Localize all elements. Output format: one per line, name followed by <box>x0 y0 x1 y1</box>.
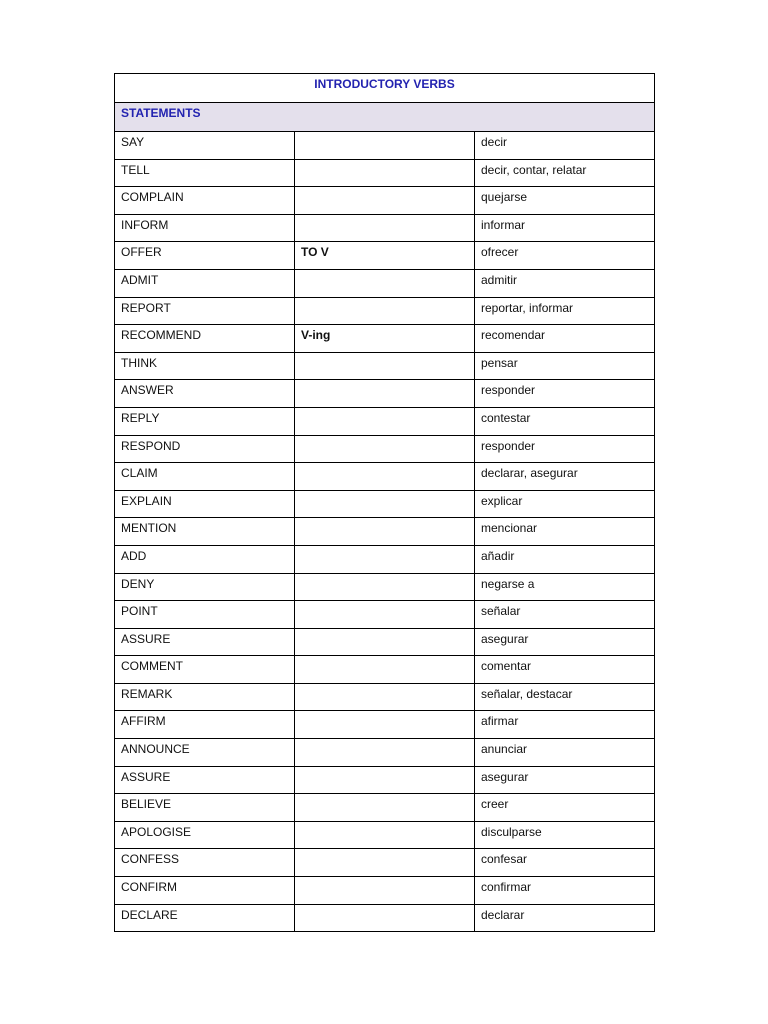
table-row <box>115 325 655 353</box>
verb-cell: CLAIM <box>115 463 295 491</box>
pattern-cell <box>295 628 475 656</box>
table-row <box>115 159 655 187</box>
verb-cell: RECOMMEND <box>115 325 295 353</box>
pattern-cell: TO V <box>295 242 475 270</box>
verb-cell: ADD <box>115 545 295 573</box>
verb-cell: ADMIT <box>115 269 295 297</box>
table-row <box>115 380 655 408</box>
pattern-cell <box>295 545 475 573</box>
pattern-cell <box>295 821 475 849</box>
pattern-cell <box>295 877 475 905</box>
pattern-cell <box>295 435 475 463</box>
pattern-cell <box>295 214 475 242</box>
table-title-row <box>115 74 655 103</box>
translation-cell: anunciar <box>475 739 655 767</box>
table-row <box>115 545 655 573</box>
pattern-cell <box>295 518 475 546</box>
translation-cell: señalar <box>475 601 655 629</box>
verb-cell: COMMENT <box>115 656 295 684</box>
translation-cell: declarar <box>475 904 655 932</box>
pattern-cell <box>295 794 475 822</box>
verb-cell: ASSURE <box>115 766 295 794</box>
verb-cell: ASSURE <box>115 628 295 656</box>
translation-cell: negarse a <box>475 573 655 601</box>
pattern-cell <box>295 490 475 518</box>
pattern-cell <box>295 269 475 297</box>
table-row <box>115 739 655 767</box>
verb-cell: APOLOGISE <box>115 821 295 849</box>
translation-cell: explicar <box>475 490 655 518</box>
translation-cell: contestar <box>475 407 655 435</box>
table-row <box>115 297 655 325</box>
verb-cell: AFFIRM <box>115 711 295 739</box>
translation-cell: confesar <box>475 849 655 877</box>
table-row <box>115 132 655 160</box>
pattern-cell <box>295 187 475 215</box>
pattern-cell <box>295 739 475 767</box>
translation-cell: reportar, informar <box>475 297 655 325</box>
table-row <box>115 821 655 849</box>
table-row <box>115 794 655 822</box>
table-row <box>115 407 655 435</box>
verb-cell: INFORM <box>115 214 295 242</box>
verb-cell: COMPLAIN <box>115 187 295 215</box>
verb-cell: OFFER <box>115 242 295 270</box>
translation-cell: asegurar <box>475 628 655 656</box>
table-row <box>115 877 655 905</box>
pattern-cell <box>295 297 475 325</box>
pattern-cell <box>295 463 475 491</box>
table-row <box>115 573 655 601</box>
translation-cell: creer <box>475 794 655 822</box>
translation-cell: comentar <box>475 656 655 684</box>
table-row <box>115 518 655 546</box>
table-row <box>115 683 655 711</box>
translation-cell: afirmar <box>475 711 655 739</box>
table-row <box>115 269 655 297</box>
section-header: STATEMENTS <box>115 103 655 132</box>
verb-cell: RESPOND <box>115 435 295 463</box>
table-row <box>115 352 655 380</box>
pattern-cell <box>295 711 475 739</box>
table-row <box>115 214 655 242</box>
verb-cell: EXPLAIN <box>115 490 295 518</box>
section-header-row <box>115 103 655 132</box>
translation-cell: admitir <box>475 269 655 297</box>
translation-cell: señalar, destacar <box>475 683 655 711</box>
translation-cell: informar <box>475 214 655 242</box>
verb-cell: DENY <box>115 573 295 601</box>
pattern-cell <box>295 766 475 794</box>
verb-cell: TELL <box>115 159 295 187</box>
translation-cell: confirmar <box>475 877 655 905</box>
verb-cell: DECLARE <box>115 904 295 932</box>
table-title: INTRODUCTORY VERBS <box>115 74 655 103</box>
translation-cell: decir <box>475 132 655 160</box>
verb-cell: REPORT <box>115 297 295 325</box>
pattern-cell <box>295 683 475 711</box>
translation-cell: declarar, asegurar <box>475 463 655 491</box>
translation-cell: añadir <box>475 545 655 573</box>
table-row <box>115 904 655 932</box>
pattern-cell <box>295 352 475 380</box>
table-row <box>115 435 655 463</box>
verb-cell: POINT <box>115 601 295 629</box>
pattern-cell <box>295 656 475 684</box>
table-row <box>115 601 655 629</box>
pattern-cell: V-ing <box>295 325 475 353</box>
table-row <box>115 628 655 656</box>
verb-cell: REPLY <box>115 407 295 435</box>
table-row <box>115 849 655 877</box>
table-row <box>115 187 655 215</box>
translation-cell: responder <box>475 435 655 463</box>
pattern-cell <box>295 380 475 408</box>
translation-cell: ofrecer <box>475 242 655 270</box>
verb-cell: ANNOUNCE <box>115 739 295 767</box>
pattern-cell <box>295 573 475 601</box>
table-row <box>115 656 655 684</box>
translation-cell: pensar <box>475 352 655 380</box>
verb-cell: THINK <box>115 352 295 380</box>
pattern-cell <box>295 132 475 160</box>
verb-cell: ANSWER <box>115 380 295 408</box>
table-row <box>115 463 655 491</box>
translation-cell: mencionar <box>475 518 655 546</box>
pattern-cell <box>295 601 475 629</box>
verb-cell: BELIEVE <box>115 794 295 822</box>
translation-cell: asegurar <box>475 766 655 794</box>
pattern-cell <box>295 159 475 187</box>
introductory-verbs-table <box>114 73 655 932</box>
translation-cell: responder <box>475 380 655 408</box>
verb-cell: SAY <box>115 132 295 160</box>
table-row <box>115 766 655 794</box>
translation-cell: disculparse <box>475 821 655 849</box>
pattern-cell <box>295 407 475 435</box>
translation-cell: quejarse <box>475 187 655 215</box>
verb-cell: MENTION <box>115 518 295 546</box>
verb-cell: CONFIRM <box>115 877 295 905</box>
table-row <box>115 711 655 739</box>
translation-cell: decir, contar, relatar <box>475 159 655 187</box>
table-row <box>115 242 655 270</box>
pattern-cell <box>295 849 475 877</box>
translation-cell: recomendar <box>475 325 655 353</box>
pattern-cell <box>295 904 475 932</box>
table-row <box>115 490 655 518</box>
verb-cell: CONFESS <box>115 849 295 877</box>
verb-cell: REMARK <box>115 683 295 711</box>
